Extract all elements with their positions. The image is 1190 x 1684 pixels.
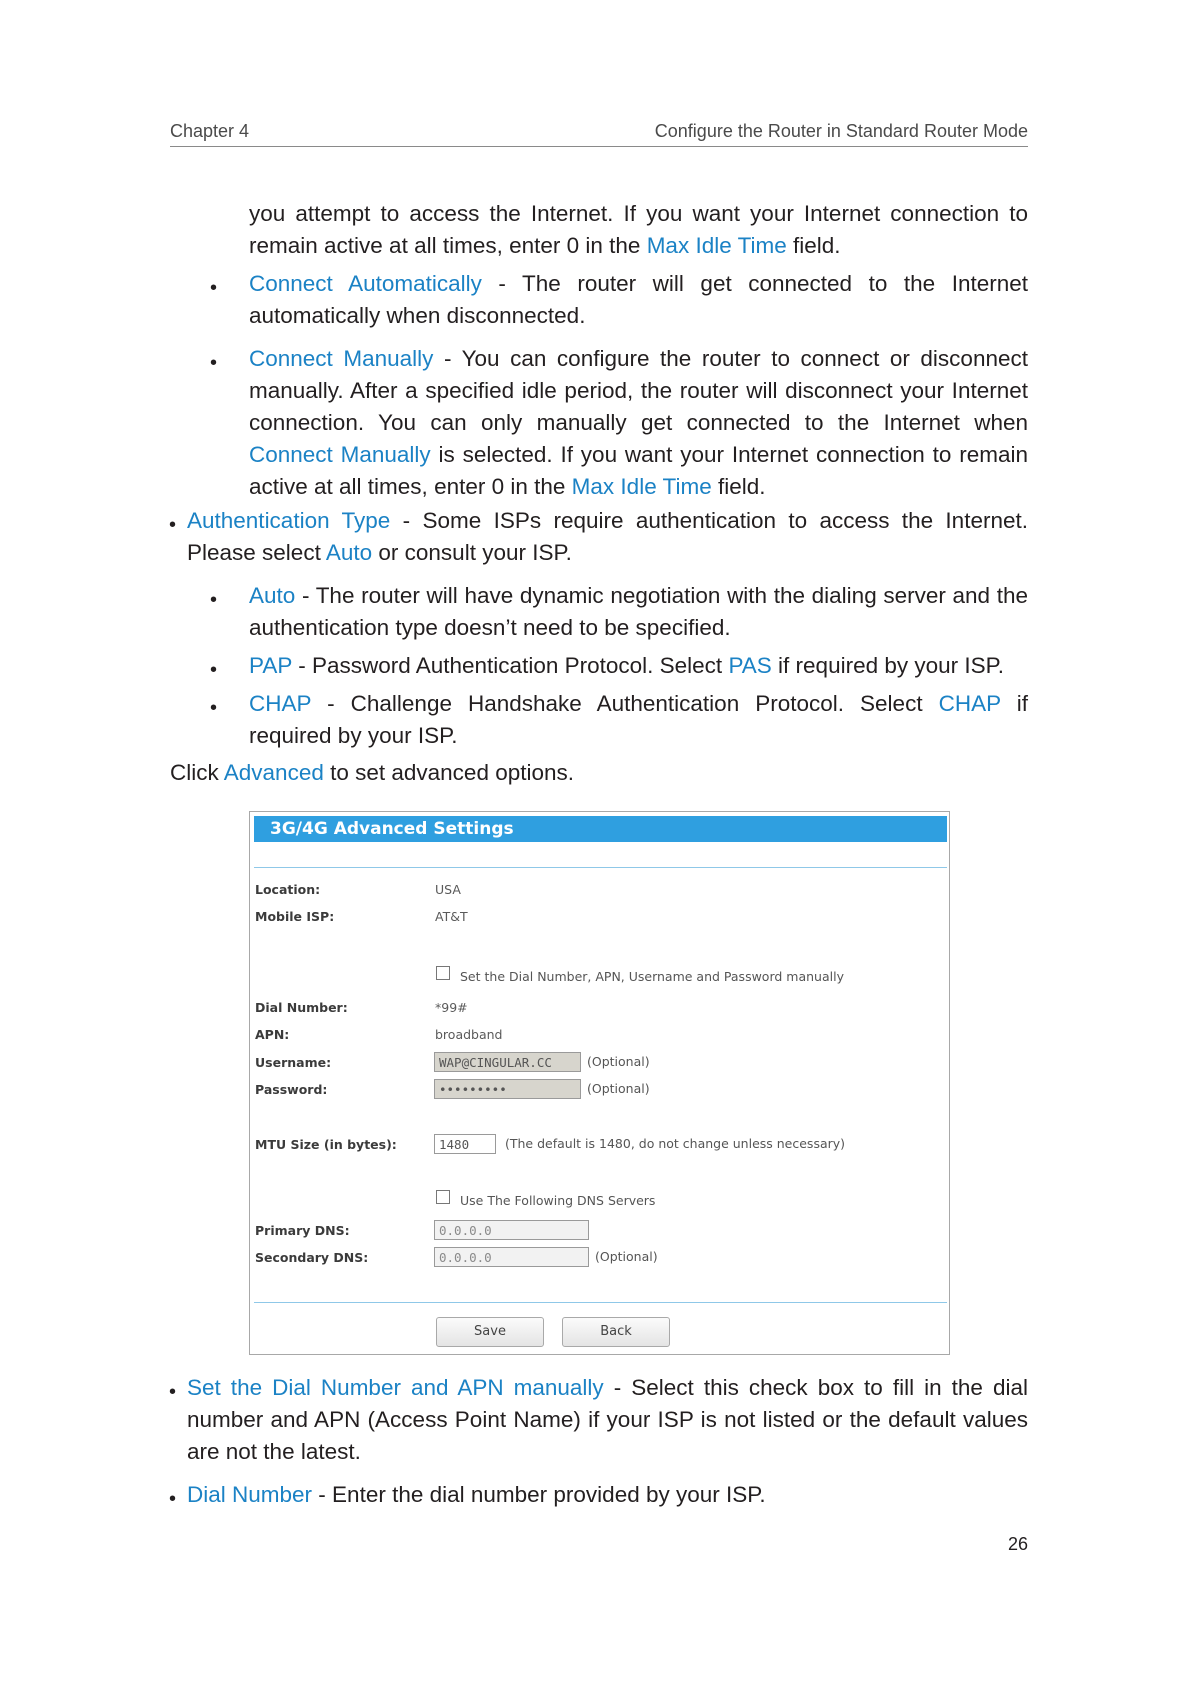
panel-divider [254, 1302, 947, 1303]
paragraph-idle-time: you attempt to access the Internet. If you want your Internet connection to remain active at all times, enter 0 in the Max Idle Time field. [249, 201, 1028, 258]
chapter-label: Chapter 4 [170, 121, 250, 141]
username-input[interactable]: WAP@CINGULAR.CC [434, 1052, 581, 1072]
list-item-auto: Auto - The router will have dynamic negotiation with the dialing server and the authentication type doesn’t need to be specified. [249, 583, 1028, 640]
primary-dns-label: Primary DNS: [255, 1223, 350, 1238]
term-max-idle-time: Max Idle Time [646, 233, 787, 258]
term-pap: PAP [249, 653, 292, 678]
location-label: Location: [255, 882, 321, 897]
password-optional-note: (Optional) [587, 1081, 650, 1096]
secondary-dns-input[interactable]: 0.0.0.0 [434, 1247, 589, 1267]
bullet-dot: • [169, 1488, 177, 1510]
bullet-dot: • [210, 277, 218, 299]
apn-value: broadband [435, 1027, 503, 1042]
bullet-dot: • [210, 697, 218, 719]
back-button[interactable]: Back [562, 1317, 670, 1347]
apn-label: APN: [255, 1027, 290, 1042]
term-connect-automatically: Connect Automatically [249, 271, 482, 296]
term-chap: CHAP [249, 691, 312, 716]
bullet-dot: • [210, 352, 218, 374]
list-item-authentication-type: Authentication Type - Some ISPs require authentication to access the Internet. Please select Auto or consult your ISP. [187, 508, 1028, 565]
secondary-dns-optional-note: (Optional) [595, 1249, 658, 1264]
paragraph-click-advanced: Click Advanced to set advanced options. [170, 760, 575, 785]
bullet-dot: • [210, 659, 218, 681]
save-button[interactable]: Save [436, 1317, 544, 1347]
term-advanced: Advanced [223, 760, 324, 785]
list-item-set-dial-number: Set the Dial Number and APN manually - Select this check box to fill in the dial number and APN (Access Point Name) if your ISP is not listed or the default values are not the latest. [187, 1375, 1029, 1464]
username-label: Username: [255, 1055, 332, 1070]
manual-settings-checkbox[interactable] [436, 966, 450, 980]
list-item-connect-automatically: Connect Automatically - The router will get connected to the Internet automatically when disconnected. [249, 271, 1029, 328]
password-input[interactable]: ••••••••• [434, 1079, 581, 1099]
page-number: 26 [1007, 1534, 1028, 1554]
username-optional-note: (Optional) [587, 1054, 650, 1069]
mtu-size-label: MTU Size (in bytes): [255, 1137, 397, 1152]
dial-number-label: Dial Number: [255, 1000, 348, 1015]
mobile-isp-label: Mobile ISP: [255, 909, 335, 924]
term-set-dial-number: Set the Dial Number and APN manually [187, 1375, 604, 1400]
bullet-dot: • [210, 589, 218, 611]
advanced-settings-panel [249, 811, 950, 1355]
manual-settings-label: Set the Dial Number, APN, Username and Password manually [460, 969, 844, 984]
list-item-dial-number: Dial Number - Enter the dial number provided by your ISP. [187, 1482, 766, 1507]
term-dial-number: Dial Number [187, 1482, 313, 1507]
panel-divider [254, 867, 947, 868]
list-item-chap: CHAP - Challenge Handshake Authentication Protocol. Select CHAP if required by your ISP. [249, 691, 1028, 748]
term-auto: Auto [249, 583, 296, 608]
secondary-dns-label: Secondary DNS: [255, 1250, 369, 1265]
mobile-isp-value: AT&T [435, 909, 468, 924]
header-rule [170, 146, 1028, 147]
dial-number-value: *99# [435, 1000, 468, 1015]
term-authentication-type: Authentication Type [187, 508, 391, 533]
term-connect-manually: Connect Manually [249, 346, 434, 371]
section-title: Configure the Router in Standard Router Mode [654, 121, 1028, 141]
panel-title: 3G/4G Advanced Settings [254, 816, 947, 842]
dns-servers-checkbox[interactable] [436, 1190, 450, 1204]
bullet-dot: • [169, 514, 177, 536]
primary-dns-input[interactable]: 0.0.0.0 [434, 1220, 589, 1240]
list-item-connect-manually: Connect Manually - You can configure the router to connect or disconnect manually. After a specified idle period, the router will disconnect your Internet connection. You can only manually get connected to the Internet when Connect Manually is selected. If you want your Internet connection to remain active at all times, enter 0 in the Max Idle Time field. [249, 346, 1029, 499]
password-label: Password: [255, 1082, 328, 1097]
list-item-pap: PAP - Password Authentication Protocol. Select PAS if required by your ISP. [249, 653, 1005, 678]
mtu-size-input[interactable]: 1480 [434, 1134, 496, 1154]
bullet-dot: • [169, 1381, 177, 1403]
mtu-size-note: (The default is 1480, do not change unless necessary) [505, 1136, 846, 1151]
dns-servers-label: Use The Following DNS Servers [460, 1193, 656, 1208]
location-value: USA [435, 882, 461, 897]
